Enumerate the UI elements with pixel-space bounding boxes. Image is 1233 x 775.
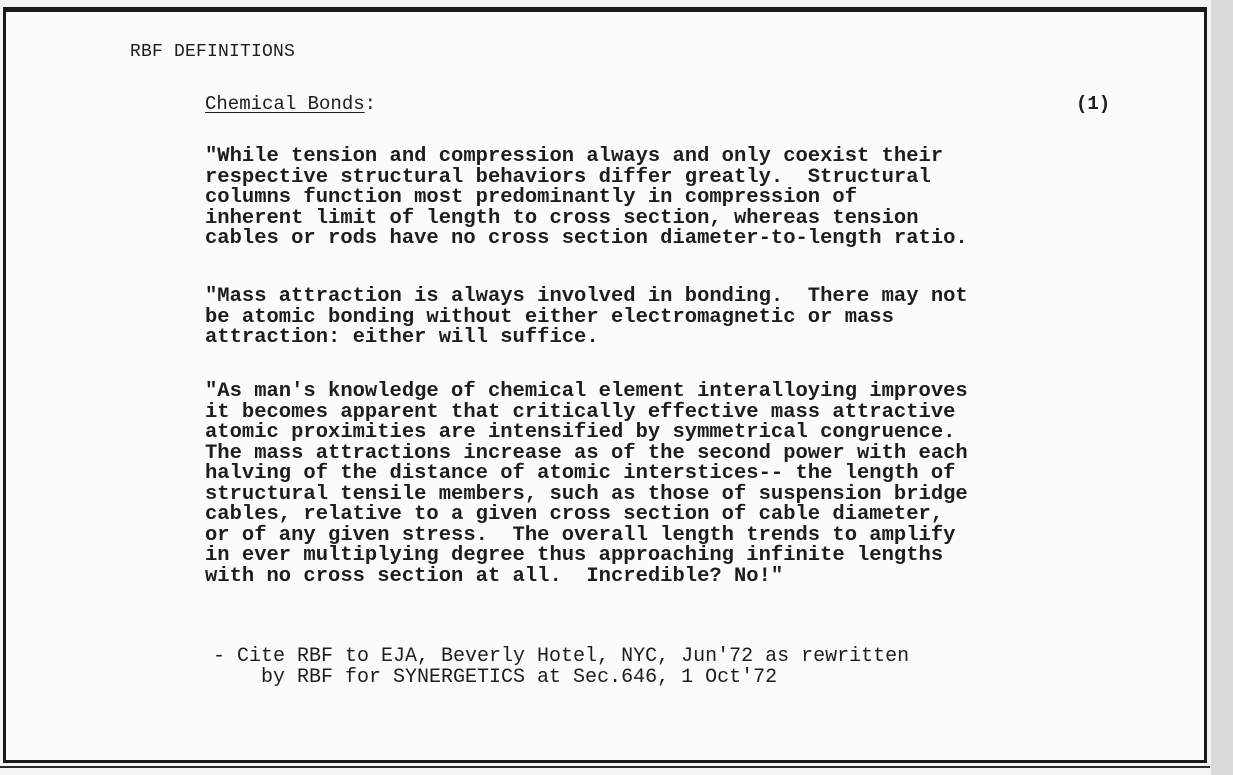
subheading-colon: : xyxy=(364,93,377,115)
quote-paragraph-1: "While tension and compression always and only coexist their respective structural behaviors differ greatly. Structural columns function most predominantly in compression of inherent limit of length to cross section, whereas tension cables or rods have no cross section diameter-to-length ratio. xyxy=(205,145,968,250)
citation: - Cite RBF to EJA, Beverly Hotel, NYC, Jun'72 as rewritten by RBF for SYNERGETICS at Sec.646, 1 Oct'72 xyxy=(213,645,910,689)
subheading-label: Chemical Bonds xyxy=(205,93,365,115)
page-number: (1) xyxy=(1076,93,1111,115)
background-edge xyxy=(1211,0,1233,775)
quote-paragraph-3: "As man's knowledge of chemical element interalloying improves it becomes apparent that critically effective mass attractive atomic proximities are intensified by symmetrical congruence. The mass attractions increase as of the second power with each halving of the distance of atomic interstices-- the length of structural tensile members, such as those of suspension bridge cables, relative to a given cross section of cable diameter, or of any given stress. The overall length trends to amplify in ever multiplying degree thus approaching infinite lengths with no cross section at all. Incredible? No!" xyxy=(205,380,968,588)
document-heading: RBF DEFINITIONS xyxy=(130,42,296,62)
section-subheading xyxy=(205,93,376,115)
quote-paragraph-2: "Mass attraction is always involved in bonding. There may not be atomic bonding without either electromagnetic or mass attraction: either will suffice. xyxy=(205,285,968,349)
card-bottom-rule xyxy=(0,766,1210,768)
